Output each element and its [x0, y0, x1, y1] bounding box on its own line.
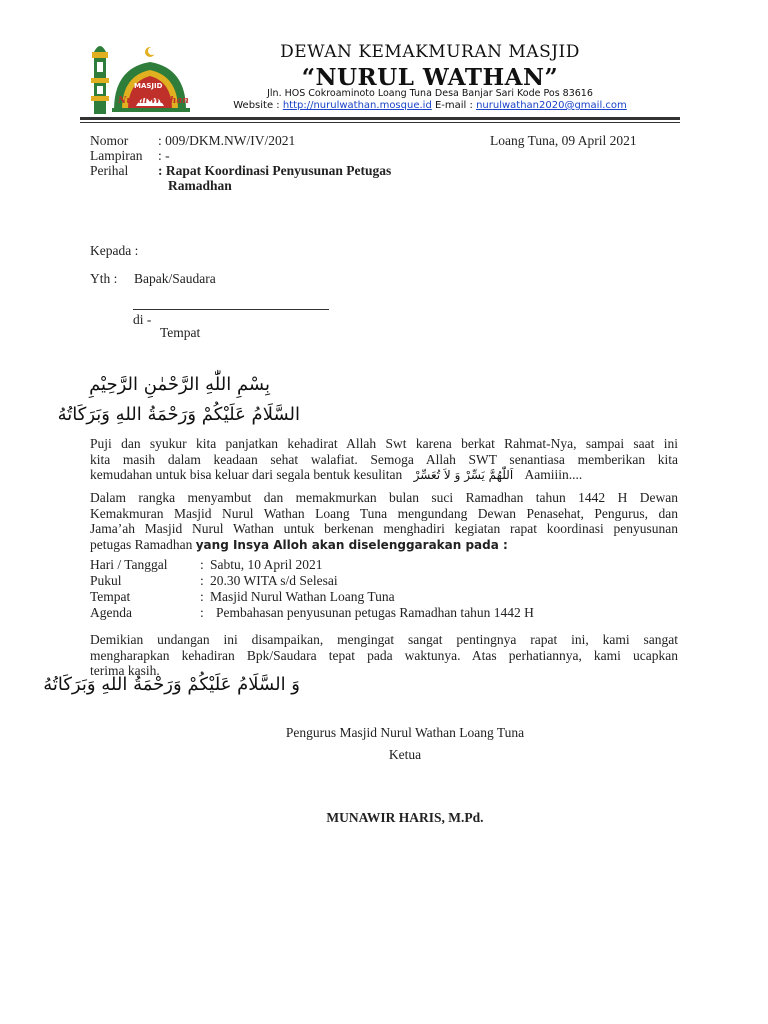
recipient-blank-line: [133, 309, 329, 310]
schedule-value: 20.30 WITA s/d Selesai: [210, 573, 338, 588]
org-name: DEWAN KEMAKMURAN MASJID: [280, 42, 580, 62]
perihal-value: : Rapat Koordinasi Penyusunan Petugas: [158, 163, 392, 178]
schedule-label: Tempat: [90, 589, 131, 604]
di-label: di -: [133, 312, 152, 327]
salam-opening: السَّلَامُ عَلَيْكُمْ وَرَحْمَةُ اللهِ وَبَرَكَاتُهُ: [57, 404, 300, 425]
p3-line-2: mengharapkan kehadiran Bpk/Saudara tepat pada waktunya. Atas perhatiannya, kami ucapkan: [90, 647, 678, 663]
signature-org: Pengurus Masjid Nurul Wathan Loang Tuna: [285, 725, 525, 740]
yth-label: Yth :: [90, 271, 118, 286]
schedule-table: [90, 557, 680, 621]
p1-line-2: kita masih dalam keadaan sehat walafiat. Semoga Allah SWT senantiasa memberikan kita: [90, 451, 678, 467]
masjid-title: “NURUL WATHAN”: [301, 64, 559, 91]
schedule-label: Pukul: [90, 573, 122, 588]
basmalah: بِسْمِ اللّٰهِ الرَّحْمٰنِ الرَّحِيْمِ: [89, 374, 270, 395]
schedule-value: Sabtu, 10 April 2021: [210, 557, 323, 572]
signature-name: MUNAWIR HARIS, M.Pd.: [326, 810, 484, 825]
p2-line-1: Dalam rangka menyambut dan memakmurkan bulan suci Ramadhan tahun 1442 H Dewan: [90, 490, 678, 505]
salam-closing: وَ السَّلَامُ عَلَيْكُمْ وَرَحْمَةُ اللهِ وَبَرَكَاتُهُ: [43, 674, 300, 695]
email-label: E-mail :: [431, 100, 477, 111]
logo-text-top: MASJID: [134, 82, 163, 90]
perihal-label: Perihal: [90, 163, 129, 178]
header-divider: [80, 117, 680, 120]
lampiran-label: Lampiran: [90, 148, 143, 163]
amin-text: Aamiiin....: [524, 467, 583, 482]
nomor-value: : 009/DKM.NW/IV/2021: [158, 133, 296, 148]
nomor-label: Nomor: [90, 133, 129, 148]
perihal-value-cont: Ramadhan: [168, 178, 232, 193]
contact-line: [170, 100, 690, 111]
schedule-value: Pembahasan penyusunan petugas Ramadhan tahun 1442 H: [216, 605, 534, 620]
p2-line-2: Kemakmuran Masjid Nurul Wathan Loang Tuna mengundang Dewan Penasehat, Pengurus, dan: [90, 505, 678, 521]
schedule-sep: :: [200, 573, 204, 588]
email-link[interactable]: nurulwathan2020@gmail.com: [476, 100, 627, 111]
p1-line-3-text: kemudahan untuk bisa keluar dari segala bentuk kesulitan: [90, 467, 403, 482]
logo-text-bottom: Nurul Wathan: [118, 96, 189, 106]
p2-line-4-b: yang Insya Alloh akan diselenggarakan pada :: [195, 537, 508, 552]
p3-line-1: Demikian undangan ini disampaikan, mengingat sangat pentingnya rapat ini, kami sangat: [90, 632, 678, 647]
paragraph-3: [90, 632, 678, 679]
schedule-label: Agenda: [90, 605, 132, 620]
kepada-label: Kepada :: [90, 243, 139, 258]
header-divider-thin: [80, 122, 680, 123]
schedule-row: [90, 605, 680, 621]
p2-line-4: [90, 537, 678, 554]
p2-line-4-a: petugas Ramadhan: [90, 536, 196, 552]
doa-text: اَللّٰهُمَّ يَسِّرْ وَ لاَ تُعَسِّرْ: [413, 468, 514, 482]
p3-line-3: terima kasih.: [90, 663, 160, 678]
schedule-sep: :: [200, 589, 204, 604]
recipient-name: Bapak/Saudara: [134, 271, 216, 286]
schedule-value: Masjid Nurul Wathan Loang Tuna: [210, 589, 395, 604]
place-date: Loang Tuna, 09 April 2021: [490, 133, 637, 148]
paragraph-1: [90, 436, 678, 484]
schedule-sep: :: [200, 557, 204, 572]
paragraph-2: [90, 490, 678, 553]
address: Jln. HOS Cokroaminoto Loang Tuna Desa Banjar Sari Kode Pos 83616: [267, 88, 593, 99]
schedule-row: [90, 589, 680, 605]
schedule-row: [90, 573, 680, 589]
p1-line-3: [90, 467, 678, 484]
website-link[interactable]: http://nurulwathan.mosque.id: [282, 100, 432, 111]
tempat-label: Tempat: [160, 325, 201, 340]
schedule-label: Hari / Tanggal: [90, 557, 168, 572]
lampiran-value: : -: [158, 148, 170, 163]
p2-line-3: Jama’ah Masjid Nurul Wathan untuk berkenan menghadiri kegiatan rapat koordinasi penyusunan: [90, 521, 678, 536]
p1-line-1: Puji dan syukur kita panjatkan kehadirat Allah Swt karena berkat Rahmat-Nya, sampai saat ini: [90, 436, 678, 451]
schedule-sep: :: [200, 605, 204, 620]
website-label: Website :: [233, 100, 283, 111]
schedule-row: [90, 557, 680, 573]
signature-position: Ketua: [388, 747, 422, 762]
